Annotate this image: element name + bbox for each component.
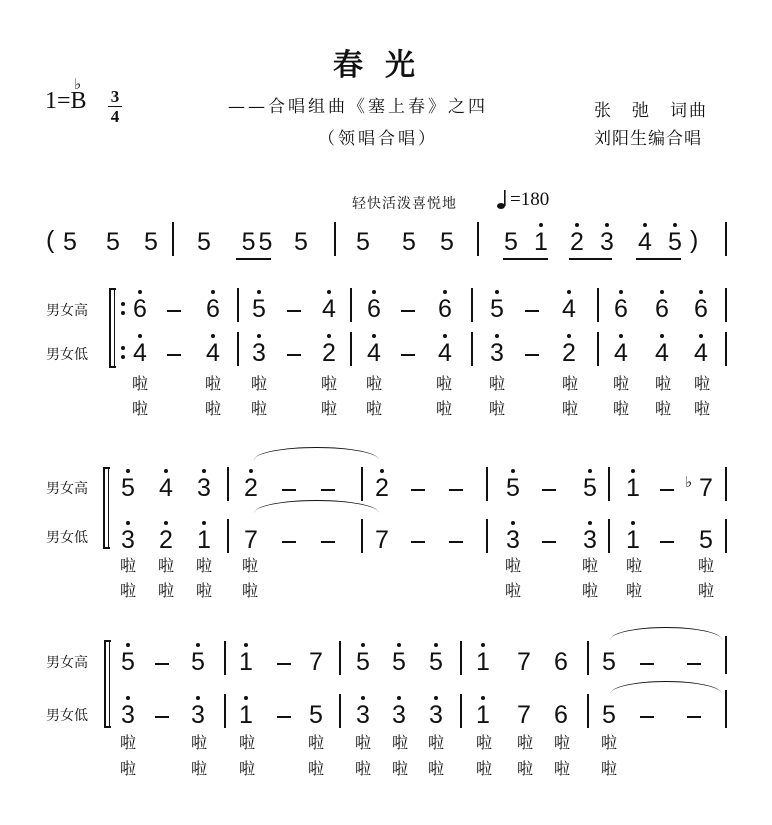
- note: 5 5: [241, 228, 271, 256]
- lyric: 啦: [250, 374, 267, 393]
- note: 4: [653, 341, 671, 366]
- note: 6: [365, 297, 383, 322]
- note: 4: [692, 341, 710, 366]
- barline: [224, 641, 226, 675]
- barline: [471, 288, 473, 322]
- barline: [350, 288, 352, 322]
- barline: [227, 519, 229, 553]
- dash: [687, 663, 701, 665]
- lyric: 啦: [553, 759, 570, 778]
- lyric: 啦: [119, 556, 136, 575]
- note: 3: [119, 528, 137, 553]
- lyric: 啦: [391, 759, 408, 778]
- barline: [725, 467, 727, 501]
- note: 2: [157, 528, 175, 553]
- lyric: 啦: [553, 733, 570, 752]
- note: 5: [581, 476, 599, 501]
- note: 2: [568, 230, 586, 255]
- system-bracket: [104, 640, 111, 728]
- lyric: 啦: [504, 556, 521, 575]
- barline: [725, 690, 727, 728]
- dash: [660, 489, 674, 491]
- barline: [339, 694, 341, 728]
- key-text: 1=B: [45, 88, 87, 114]
- barline: [460, 641, 462, 675]
- note: 3: [195, 476, 213, 501]
- eighth-underline: [236, 258, 271, 260]
- lyric: 啦: [238, 759, 255, 778]
- barline: [237, 332, 239, 366]
- lyric: 啦: [307, 759, 324, 778]
- lyric: 啦: [320, 399, 337, 418]
- time-sig-bottom: 4: [110, 107, 120, 126]
- note: 4: [157, 476, 175, 501]
- note: 5: [106, 228, 120, 256]
- tie-slur: [610, 627, 722, 640]
- lyric: 啦: [241, 556, 258, 575]
- tie-slur: [254, 447, 379, 460]
- dash: [640, 716, 654, 718]
- dash: [282, 541, 296, 543]
- dash: [449, 541, 463, 543]
- note: 7: [309, 648, 323, 676]
- note: 3: [427, 703, 445, 728]
- note: 4: [560, 297, 578, 322]
- system-bracket: [103, 467, 110, 549]
- note: 5: [504, 476, 522, 501]
- note: 5: [504, 228, 518, 256]
- dash: [155, 716, 169, 718]
- barline: [597, 332, 599, 366]
- lyric: 啦: [131, 399, 148, 418]
- lyric: 啦: [427, 759, 444, 778]
- note: 5: [63, 228, 77, 256]
- note: 1: [624, 528, 642, 553]
- note: 6: [692, 297, 710, 322]
- note: 2: [320, 341, 338, 366]
- lyric: 啦: [320, 374, 337, 393]
- lyric: 啦: [581, 556, 598, 575]
- lyric: 啦: [119, 733, 136, 752]
- lyric: 啦: [131, 374, 148, 393]
- lyric: 啦: [307, 733, 324, 752]
- flat-icon: ♭: [74, 75, 82, 93]
- note: 1: [237, 650, 255, 675]
- note: 5: [402, 228, 416, 256]
- eighth-underline: [636, 258, 681, 260]
- barline: [471, 332, 473, 366]
- barline: [587, 694, 589, 728]
- lyric: 啦: [600, 759, 617, 778]
- song-title: 春光: [333, 48, 437, 83]
- tie-slur: [254, 500, 379, 513]
- dash: [411, 541, 425, 543]
- dash: [525, 310, 539, 312]
- barline: [361, 467, 363, 501]
- barline: [725, 288, 727, 322]
- lyric: 啦: [561, 399, 578, 418]
- dash: [525, 354, 539, 356]
- note: 4: [365, 341, 383, 366]
- lyric: 啦: [354, 733, 371, 752]
- dash: [287, 310, 301, 312]
- time-signature: [108, 88, 122, 125]
- dash: [167, 354, 181, 356]
- barline: [172, 222, 174, 256]
- lyric: 啦: [241, 581, 258, 600]
- barline: [725, 519, 727, 553]
- note: 7: [517, 648, 531, 676]
- barline: [361, 519, 363, 553]
- quarter-note-icon: [497, 190, 509, 210]
- barline: [597, 288, 599, 322]
- barline: [725, 332, 727, 366]
- part-label-lower: 男女低: [46, 708, 88, 724]
- time-sig-top: 3: [110, 87, 120, 106]
- note: 5: [309, 701, 323, 729]
- note: 5: [427, 650, 445, 675]
- lyricist-composer: 张 弛 词曲: [594, 101, 708, 121]
- lyric: 啦: [157, 581, 174, 600]
- barline: [334, 222, 336, 256]
- note: 1: [195, 528, 213, 553]
- lyric: 啦: [119, 759, 136, 778]
- barline: [486, 467, 488, 501]
- dash: [155, 663, 169, 665]
- flat-icon: ♭: [685, 473, 693, 491]
- note: 5: [250, 297, 268, 322]
- lyric: 啦: [697, 556, 714, 575]
- intro-open-paren: (: [46, 226, 55, 254]
- note: 1: [474, 703, 492, 728]
- lyric: 啦: [654, 399, 671, 418]
- tempo-bpm: =180: [510, 189, 550, 210]
- dash: [287, 354, 301, 356]
- dash: [277, 663, 291, 665]
- note: 5: [144, 228, 158, 256]
- part-label-lower: 男女低: [46, 530, 88, 546]
- barline: [608, 467, 610, 501]
- barline: [725, 636, 727, 674]
- note: 4: [636, 230, 654, 255]
- barline: [486, 519, 488, 553]
- lyric: 啦: [195, 581, 212, 600]
- song-subtitle: ——合唱组曲《塞上春》之四: [228, 97, 488, 117]
- note: 7: [517, 701, 531, 729]
- note: 5: [602, 701, 616, 729]
- note: 3: [504, 528, 522, 553]
- barline: [227, 467, 229, 501]
- system-bracket: [109, 288, 116, 368]
- lyric: 啦: [190, 759, 207, 778]
- lyric: 啦: [119, 581, 136, 600]
- dash: [321, 489, 335, 491]
- song-performance-note: （领唱合唱）: [318, 129, 438, 149]
- lyric: 啦: [195, 556, 212, 575]
- barline: [237, 288, 239, 322]
- dash: [321, 541, 335, 543]
- lyric: 啦: [625, 581, 642, 600]
- note: 1: [237, 703, 255, 728]
- lyric: 啦: [488, 399, 505, 418]
- dash: [542, 489, 556, 491]
- tie-slur: [610, 681, 722, 694]
- note: 3: [488, 341, 506, 366]
- barline: [460, 694, 462, 728]
- note: 3: [119, 703, 137, 728]
- note: 3: [598, 230, 616, 255]
- lyric: 啦: [693, 399, 710, 418]
- lyric: 啦: [488, 374, 505, 393]
- note: 3: [250, 341, 268, 366]
- lyric: 啦: [354, 759, 371, 778]
- lyric: 啦: [427, 733, 444, 752]
- barline: [224, 694, 226, 728]
- eighth-underline: [503, 258, 548, 260]
- dash: [411, 489, 425, 491]
- lyric: 啦: [625, 556, 642, 575]
- intro-close-paren: ): [690, 226, 699, 254]
- tempo-marking: 轻快活泼喜悦地: [352, 196, 457, 212]
- barline: [587, 641, 589, 675]
- barline: [725, 222, 727, 256]
- barline: [477, 222, 479, 256]
- note: 2: [242, 476, 260, 501]
- note: 1: [624, 476, 642, 501]
- note: 5: [666, 230, 684, 255]
- dash: [167, 310, 181, 312]
- note: 6: [554, 648, 568, 676]
- note: 5: [699, 526, 713, 554]
- note: 5: [602, 648, 616, 676]
- arranger: 刘阳生编合唱: [594, 129, 702, 149]
- eighth-underline: [569, 258, 612, 260]
- barline: [339, 641, 341, 675]
- dash: [542, 541, 556, 543]
- lyric: 啦: [516, 733, 533, 752]
- note: 3: [581, 528, 599, 553]
- lyric: 啦: [612, 374, 629, 393]
- lyric: 啦: [204, 399, 221, 418]
- lyric: 啦: [391, 733, 408, 752]
- barline: [608, 519, 610, 553]
- lyric: 啦: [435, 374, 452, 393]
- dash: [401, 354, 415, 356]
- note: 5: [354, 650, 372, 675]
- note: 3: [390, 703, 408, 728]
- barline: [350, 332, 352, 366]
- note: 4: [204, 341, 222, 366]
- lyric: 啦: [204, 374, 221, 393]
- note: 6: [554, 701, 568, 729]
- note: 3: [189, 703, 207, 728]
- note: 7: [244, 526, 258, 554]
- part-label-upper: 男女高: [46, 303, 88, 319]
- lyric: 啦: [435, 399, 452, 418]
- note: 4: [131, 341, 149, 366]
- note: 6: [612, 297, 630, 322]
- part-label-upper: 男女高: [46, 481, 88, 497]
- lyric: 啦: [475, 733, 492, 752]
- lyric: 啦: [612, 399, 629, 418]
- note: 7: [375, 526, 389, 554]
- lyric: 啦: [250, 399, 267, 418]
- part-label-upper: 男女高: [46, 655, 88, 671]
- note: 5: [189, 650, 207, 675]
- note: 1: [532, 230, 550, 255]
- note: 2: [560, 341, 578, 366]
- note: 6: [653, 297, 671, 322]
- lyric: 啦: [190, 733, 207, 752]
- note: 5: [119, 476, 137, 501]
- note: 5: [119, 650, 137, 675]
- note: 4: [320, 297, 338, 322]
- dash: [660, 541, 674, 543]
- note: 6: [436, 297, 454, 322]
- lyric: 啦: [516, 759, 533, 778]
- note: 1: [474, 650, 492, 675]
- note: 5: [197, 228, 211, 256]
- note: 2: [373, 476, 391, 501]
- note: 3: [354, 703, 372, 728]
- note: 5: [488, 297, 506, 322]
- lyric: 啦: [561, 374, 578, 393]
- lyric: 啦: [693, 374, 710, 393]
- lyric: 啦: [238, 733, 255, 752]
- lyric: 啦: [581, 581, 598, 600]
- dash: [687, 716, 701, 718]
- dash: [401, 310, 415, 312]
- note: 4: [612, 341, 630, 366]
- note: 5: [390, 650, 408, 675]
- lyric: 啦: [697, 581, 714, 600]
- lyric: 啦: [475, 759, 492, 778]
- part-label-lower: 男女低: [46, 347, 88, 363]
- note: 6: [131, 297, 149, 322]
- lyric: 啦: [365, 399, 382, 418]
- dash: [282, 489, 296, 491]
- lyric: 啦: [157, 556, 174, 575]
- dash: [449, 489, 463, 491]
- dash: [640, 663, 654, 665]
- lyric: 啦: [365, 374, 382, 393]
- lyric: 啦: [600, 733, 617, 752]
- dash: [277, 716, 291, 718]
- lyric: 啦: [654, 374, 671, 393]
- note: 5: [294, 228, 308, 256]
- note: 4: [436, 341, 454, 366]
- note: 5: [440, 228, 454, 256]
- note: 6: [204, 297, 222, 322]
- lyric: 啦: [504, 581, 521, 600]
- note: 5: [356, 228, 370, 256]
- note: ♭ 7: [697, 476, 715, 501]
